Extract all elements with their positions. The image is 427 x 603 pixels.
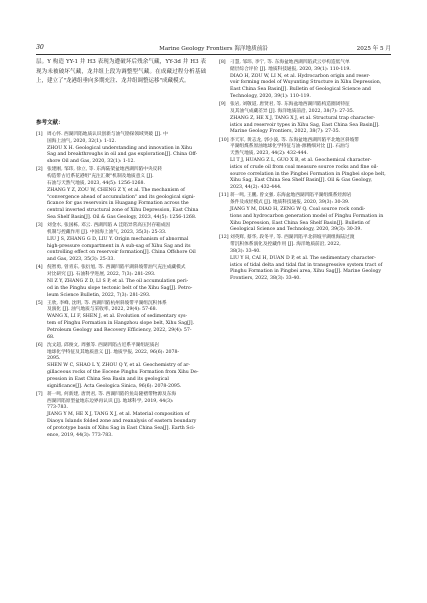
reference-line: Diaoyu Islands folded zone and reanalysis of eastern boundary: [47, 419, 197, 425]
reference-line: 李天军, 黄志龙, 郭小波, 等. 东海盆地西湖凹陷平北地区斜坡带: [230, 137, 360, 143]
reference-line: 平湖组煤系原油地球化学特征与油-源精细对比 [J]. 石油与: [230, 144, 350, 150]
reference-number: [5]: [36, 300, 43, 306]
reference-number: [2]: [36, 167, 43, 173]
reference-line: 周心怀. 西湖凹陷地质认识创新与油气勘探领域突破 [J]. 中: [47, 132, 168, 137]
page-header: [36, 42, 391, 55]
reference-line: Petroleum Geology and Recovery Efficiency, 2022, 29(4): 57-: [47, 327, 192, 333]
reference-line: NI Z Y, ZHANG Z D, LI S P, et al. The oil accumulation peri-: [47, 278, 189, 284]
references-column-right: [219, 60, 389, 284]
reference-line: 带沉积体系演化及控藏作用 [J]. 海洋地质前沿, 2022,: [230, 242, 341, 248]
reference-line: JIANG Y M, DIAO H, ZENG W Q. Coal source rock condi-: [230, 206, 366, 212]
reference-line: tions and hydrocarbon generation model of Pinghu Formation in: [230, 213, 384, 219]
reference-line: DIAO H, ZOU W, LI N, et al. Hydrocarbon origin and reser-: [230, 73, 371, 79]
reference-line: LIU Y H, CAI H, DUAN D P, et al. The sedimentary character-: [230, 255, 376, 261]
reference-line: 对比研究 [J]. 石油科学进展, 2022, 7(3): 281-293.: [47, 272, 156, 278]
reference-line: Marine Geology Frontiers, 2022, 38(7): 27-35.: [230, 129, 341, 135]
reference-line: ence, 2019, 44(3): 773-783.: [47, 432, 113, 438]
reference-line: 蒋一鸣, 何新建, 唐贤君, 等. 西湖凹陷钓鱼岛隆褶带物源及东海: [47, 391, 177, 397]
reference-line: JIANG Y M, HE X J, TANG X J, et al. Material composition of: [47, 412, 190, 418]
reference-line: and Gas, 2023, 35(3): 25-33.: [47, 257, 115, 263]
reference-number: [6]: [36, 342, 43, 348]
reference-line: 张建刚, 邹玮, 徐立, 等. 东海陆架盆地西湖凹陷中央反转: [47, 167, 163, 173]
reference-line: LI T J, HUANG Z L, GUO X B, et al. Geochemical character-: [230, 157, 372, 163]
reference-line: of prototype basin of Xihu Sag in East China Sea[J]. Earth Sci-: [47, 425, 196, 431]
reference-line: istics and reservoir types in Xihu Sag, East China Sea Basin[J].: [230, 122, 380, 128]
reference-line: Sag and breakthroughs in oil and gas exploration[J]. China Off-: [47, 152, 198, 158]
reference-line: 倪智勇, 曾青东, 张衍旭, 等. 西湖凹陷平湖斜坡带油气充注成藏模式: [47, 265, 186, 271]
reference-line: significance[J]. Acta Geologica Sinica, 96(6): 2078-2095.: [47, 383, 182, 389]
reference-line: shore Oil and Gas, 2020, 32(1): 1-12.: [47, 159, 135, 165]
reference-line: 及演化 [J]. 油气地质与采收率, 2022, 29(4): 57-68.: [47, 307, 158, 313]
reference-number: [4]: [36, 265, 43, 271]
reference-line: 石油与天然气地质, 2023, 44(5): 1256-1268.: [47, 180, 145, 186]
reference-line: 沈文超, 邱俊文, 周强等. 西湖凹陷古近系平湖组泥质岩: [47, 342, 160, 348]
reference-line: SHEN W C, SHAO L Y, ZHOU Q Y, et al. Geochemistry of ar-: [47, 363, 191, 369]
reference-line: high-pressure compartment in A sub-sag of Xihu Sag and its: [47, 243, 191, 249]
reference-line: Frontiers, 2022, 38(3): 33-40.: [230, 276, 301, 282]
reference-entry: [219, 138, 389, 192]
references-column-left: [36, 132, 206, 441]
conclusion-paragraph: 层。Y 构造 YY-1 井 H3 表现为遭破坏后残余气藏，YY-3d 井 H3 表现为未被破坏气藏，龙井组上段为调整型气藏。在成藏过程分析基础上，建立了"龙港组垂向多期充注、龙井组调整运移"成藏模式。: [36, 59, 206, 85]
reference-line: Geological Science and Technology, 2020, 39(3): 30-39.: [230, 227, 362, 233]
reference-line: Technology, 2020, 39(1): 110-119.: [230, 93, 311, 99]
reference-entry: [36, 223, 206, 264]
reference-line: leum Science Bulletin, 2022, 7(3): 281-293.: [47, 292, 151, 298]
reference-line: Sea Shelf Basin[J]. Oil & Gas Geology, 2023, 44(5): 1256-1268.: [47, 214, 197, 220]
reference-line: 条件及成烃模式 [J]. 地质科技通报, 2020, 39(3): 30-39.: [230, 200, 350, 206]
reference-entry: [219, 60, 389, 101]
reference-line: ZHOU X H. Geological understanding and innovation in Xihu: [47, 145, 192, 151]
reference-line: East China Sea Basin[J]. Bulletin of Geological Science and: [230, 87, 371, 93]
reference-line: LIU J S, ZHANG G D, LIU Y. Origin mechanism of abnormal: [47, 236, 189, 242]
reference-line: 773-783.: [47, 405, 68, 411]
reference-line: controlling effect on reservoir formation[J]. China Offshore Oil: [47, 250, 196, 256]
reference-number: [7]: [36, 391, 43, 397]
reference-entry: [36, 132, 206, 166]
reference-line: 刘金水, 张国栋, 邓云. 西湖凹陷 A 洼陷异常高压封存箱成因: [47, 223, 171, 229]
reference-entry: [36, 167, 206, 221]
reference-line: ZHANG Y Z, ZOU W, CHENG Z Y, et al. The mechanism of: [47, 187, 185, 193]
reference-line: 刘英辉, 蔡华, 段冬平, 等. 西湖凹陷平北斜坡平湖组海陆过渡: [230, 235, 355, 241]
reference-line: ficance for gas reservoirs in Huagang Formation across the: [47, 201, 189, 207]
reference-number: [1]: [36, 132, 43, 137]
reference-line: tem of Pinghu Formation in Hangzhou slope belt, Xihu Sag[J].: [47, 321, 195, 327]
reference-line: gillaceous rocks of the Eocene Pinghu Formation from Xihu De-: [47, 370, 199, 376]
reference-line: od in the Pinghu slope tectonic belt of the Xihu Sag[J]. Petro-: [47, 285, 193, 291]
journal-name: Marine Geology Frontiers 海洋地质前沿: [159, 46, 268, 52]
reference-line: "convergence ahead of accumulation" and its geological signi-: [47, 194, 195, 200]
reference-entry: [219, 193, 389, 234]
reference-entry: [36, 301, 206, 342]
reference-line: WANG X, LI F, SHEN J, et al. Evolution of sedimentary sys-: [47, 314, 188, 320]
reference-number: [9]: [219, 102, 226, 108]
reference-line: central inverted structural zone of Xihu Depression, East China: [47, 208, 199, 214]
reference-line: 2023, 44(2): 432-444.: [230, 185, 282, 191]
reference-line: Pinghu Formation in Pingbei area, Xihu Sag[J]. Marine Geology: [230, 269, 382, 275]
reference-line: istics of crude oil from coal measure source rocks and fine oil-: [230, 164, 379, 170]
reference-line: 地球化学特征及其地质意义 [J]. 地质学报, 2022, 96(6): 2078-: [47, 349, 180, 355]
reference-entry: [36, 265, 206, 299]
reference-line: pression in East China Sea Basin and its geological: [47, 376, 169, 382]
reference-line: 构造带古近系花港组"充注汇聚"机制及地质意义 [J].: [47, 174, 154, 180]
reference-line: 天然气地质, 2023, 44(2): 432-444.: [230, 151, 308, 157]
reference-entry: [36, 392, 206, 440]
reference-line: source correlation in the Pingbei Formation in Pingbei slope belt,: [230, 171, 386, 177]
reference-line: 68.: [47, 334, 55, 340]
reference-number: [11]: [219, 193, 229, 199]
reference-line: voir forming model of Wuyunting Structure in Xihu Depression,: [230, 80, 382, 86]
issue-date: 2025 年 5 月: [356, 46, 391, 52]
reference-line: 张岩, 刘敬道, 唐贤君, 等. 东海盆地西湖凹陷构造圈闭特征: [230, 102, 350, 108]
reference-line: istics of tidal delta and tidal flat in transgressive system tract of: [230, 262, 383, 268]
reference-entry: [219, 235, 389, 283]
reference-entry: [219, 102, 389, 136]
reference-line: 国海上油气, 2020, 32(1): 1-12.: [47, 138, 117, 144]
reference-line: 2095.: [47, 356, 61, 362]
reference-line: Xihu Depression, East China Sea Shelf Basin[J]. Bulletin of: [230, 220, 370, 226]
reference-number: [12]: [219, 235, 229, 241]
reference-line: 王欣, 李峰, 沈明, 等. 西湖凹陷杭州斜坡带平湖组沉积体系: [47, 300, 167, 306]
reference-line: ZHANG Z, HE X J, TANG X J, et al. Structural trap character-: [230, 115, 375, 121]
reference-number: [10]: [219, 137, 229, 143]
reference-number: [3]: [36, 223, 43, 229]
reference-line: 储层综合评价 [J]. 地质科技通报, 2020, 39(1): 110-119.: [230, 66, 351, 72]
reference-line: 刁慧, 邹玮, 李宁, 等. 东海盆地西湖凹陷武云亭构造低气单: [230, 60, 350, 65]
reference-number: [8]: [219, 60, 226, 65]
reference-line: 西湖凹陷原型盆地东边界再认识 [J]. 地球科学, 2019, 44(3):: [47, 398, 174, 404]
reference-line: Xihu Sag, East China Sea Shelf Basin[J]. Oil & Gas Geology,: [230, 178, 373, 184]
reference-line: 38(3): 33-40.: [230, 249, 261, 255]
reference-entry: [36, 343, 206, 391]
reference-line: 机制与控藏作用 [J]. 中国海上油气, 2023, 35(3): 25-33.: [47, 229, 167, 235]
page-number: 30: [36, 44, 44, 51]
reference-line: 蒋一鸣, 王鹏, 曾文强. 东海盆地西湖凹陷平湖组煤系烃源岩: [230, 193, 352, 199]
reference-line: 及其油气成藏差异 [J]. 海洋地质前沿, 2022, 38(7): 27-35.: [230, 108, 355, 114]
references-heading: 参考文献：: [36, 120, 64, 126]
